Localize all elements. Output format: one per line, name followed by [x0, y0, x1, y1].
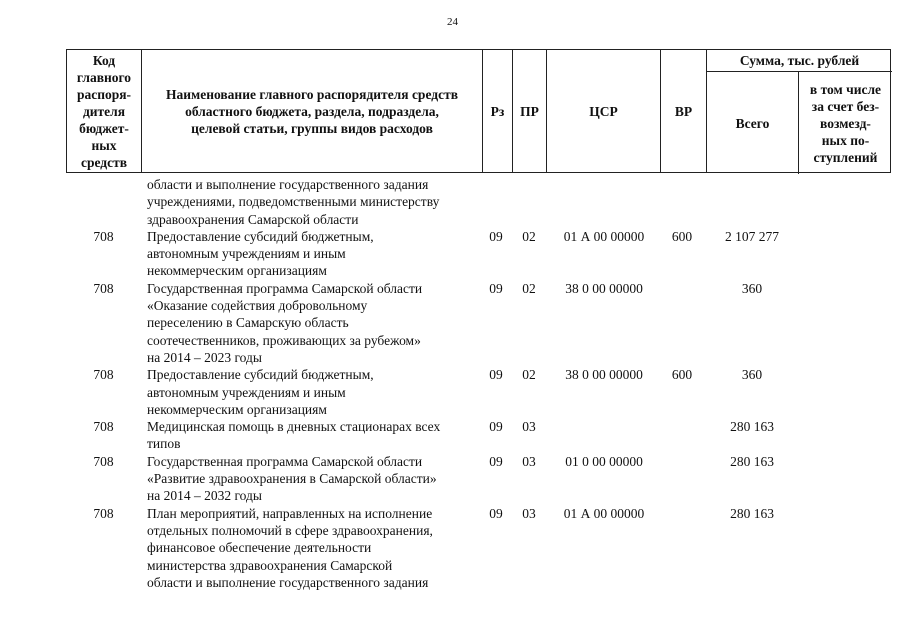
row-csr: 01 А 00 00000 [563, 228, 645, 244]
row-name-line: здравоохранения Самарской области [147, 211, 359, 227]
row-name-line: «Оказание содействия добровольному [147, 298, 368, 314]
header-code-line: бюджет- [79, 120, 129, 136]
row-code: 708 [93, 228, 114, 244]
header-code-line: главного [76, 69, 132, 85]
table-row [66, 505, 891, 591]
header-name-line: областного бюджета, раздела, подраздела, [185, 103, 439, 119]
row-total: 280 163 [730, 419, 774, 435]
row-pr: 02 [522, 367, 536, 383]
row-total: 2 107 277 [725, 228, 779, 244]
row-total: 360 [741, 280, 763, 296]
row-total: 360 [741, 367, 763, 383]
header-csr: ЦСР [547, 50, 661, 172]
row-csr: 38 0 00 00000 [565, 280, 643, 296]
header-code [67, 50, 142, 172]
table-row [66, 418, 891, 453]
row-name-line: «Развитие здравоохранения в Самарской области» [147, 471, 437, 487]
row-pr: 03 [522, 453, 536, 469]
row-csr: 01 А 00 00000 [563, 505, 645, 521]
header-incl [799, 72, 892, 174]
row-rz: 09 [489, 228, 503, 244]
row-name-line: автономным учреждениям и иным [147, 246, 346, 262]
table-header [66, 49, 891, 173]
row-pr: 03 [522, 419, 536, 435]
row-name [147, 366, 481, 418]
header-incl-line: за счет без- [811, 98, 880, 114]
row-name-line: области и выполнение государственного задания [147, 574, 429, 590]
row-name-line: автономным учреждениям и иным [147, 384, 346, 400]
table-body [66, 176, 891, 591]
row-rz: 09 [489, 419, 503, 435]
header-name [142, 50, 483, 172]
header-incl-line: в том числе [809, 81, 882, 97]
row-pr: 03 [522, 505, 536, 521]
row-code: 708 [93, 505, 114, 521]
row-csr: 01 0 00 00000 [565, 453, 643, 469]
row-rz: 09 [489, 453, 503, 469]
row-name-line: некоммерческим организациям [147, 401, 327, 417]
row-rz: 09 [489, 280, 503, 296]
row-name [147, 418, 481, 453]
row-name-line: министерства здравоохранения Самарской [147, 557, 393, 573]
row-name-line: отдельных полномочий в сфере здравоохранения, [147, 522, 433, 538]
header-sum-title: Сумма, тыс. рублей [707, 50, 892, 72]
row-name [147, 505, 481, 591]
header-code-line: Код [92, 52, 116, 68]
row-code: 708 [93, 280, 114, 296]
header-incl-line: ступлений [813, 149, 878, 165]
table-row [66, 280, 891, 366]
row-name-line: на 2014 – 2023 годы [147, 349, 262, 365]
row-name-line: переселению в Самарскую область [147, 315, 349, 331]
header-name-line: целевой статьи, группы видов расходов [191, 120, 433, 136]
row-name-line: Медицинская помощь в дневных стационарах всех [147, 419, 441, 435]
header-code-line: дителя [82, 103, 126, 119]
header-total: Всего [707, 72, 799, 174]
page-number: 24 [447, 16, 458, 28]
row-name-line: учреждениями, подведомственными министерству [147, 194, 440, 210]
row-code: 708 [93, 453, 114, 469]
row-name [147, 280, 481, 366]
header-incl-line: ных по- [821, 132, 870, 148]
table-row [66, 176, 891, 228]
row-name-line: некоммерческим организациям [147, 263, 327, 279]
row-total: 280 163 [730, 453, 774, 469]
header-code-line: ных [91, 137, 117, 153]
row-name-line: Государственная программа Самарской области [147, 280, 423, 296]
row-name-line: Предоставление субсидий бюджетным, [147, 228, 374, 244]
row-total: 280 163 [730, 505, 774, 521]
header-vr: ВР [661, 50, 707, 172]
row-rz: 09 [489, 367, 503, 383]
row-name-line: Предоставление субсидий бюджетным, [147, 367, 374, 383]
row-name-line: на 2014 – 2032 годы [147, 488, 262, 504]
table-row [66, 228, 891, 280]
row-rz: 09 [489, 505, 503, 521]
row-name-line: области и выполнение государственного задания [147, 177, 429, 192]
row-csr: 38 0 00 00000 [565, 367, 643, 383]
header-rz: Рз [483, 50, 513, 172]
header-code-line: средств [80, 154, 128, 170]
row-name-line: соотечественников, проживающих за рубежом» [147, 332, 421, 348]
row-pr: 02 [522, 228, 536, 244]
row-name [147, 453, 481, 505]
header-name-line: Наименование главного распорядителя средств [165, 86, 458, 102]
row-name-line: Государственная программа Самарской области [147, 453, 423, 469]
row-vr: 600 [671, 228, 693, 244]
row-name [147, 176, 481, 228]
row-code: 708 [93, 367, 114, 383]
row-name [147, 228, 481, 280]
header-code-line: распоря- [76, 86, 132, 102]
header-incl-line: возмезд- [820, 115, 871, 131]
row-name-line: План мероприятий, направленных на исполнение [147, 505, 433, 521]
row-name-line: финансовое обеспечение деятельности [147, 540, 372, 556]
table-row [66, 453, 891, 505]
row-name-line: типов [147, 436, 181, 452]
table-row [66, 366, 891, 418]
row-pr: 02 [522, 280, 536, 296]
header-pr: ПР [513, 50, 547, 172]
row-code: 708 [93, 419, 114, 435]
row-vr: 600 [671, 367, 693, 383]
